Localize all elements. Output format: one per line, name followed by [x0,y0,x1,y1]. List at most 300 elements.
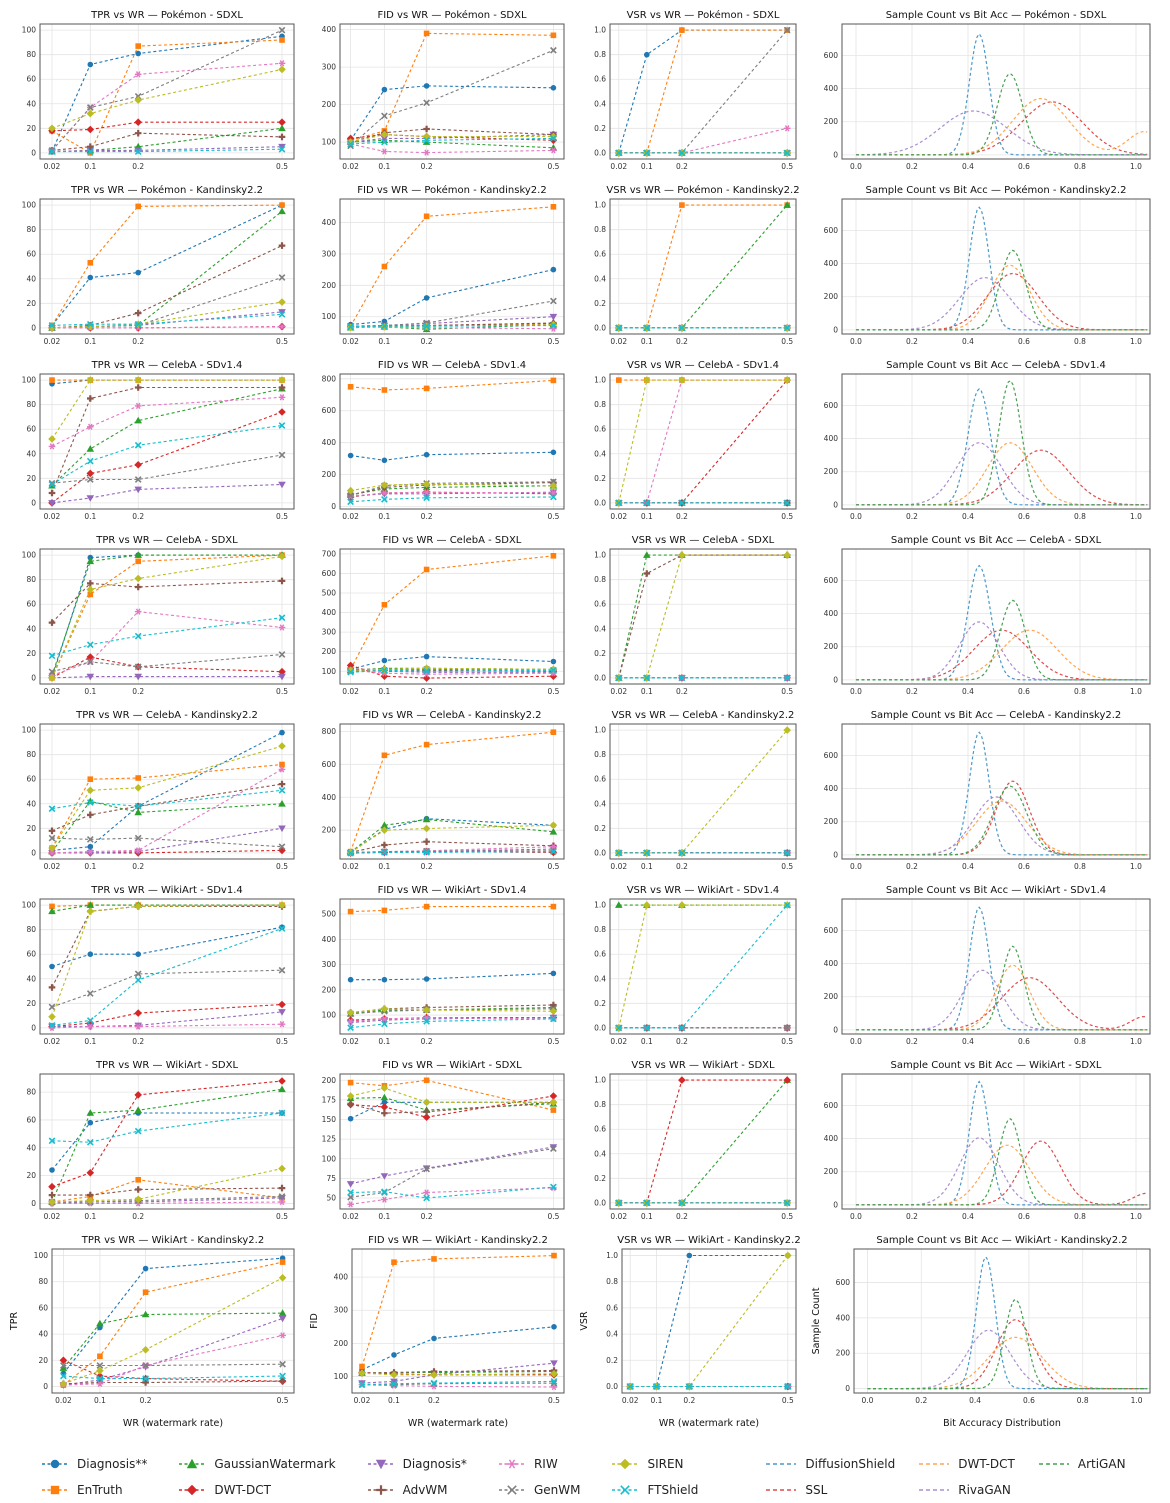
svg-text:600: 600 [823,225,838,235]
svg-text:0.6: 0.6 [594,599,606,609]
chart-canvas [6,1056,302,1227]
svg-text:20: 20 [38,1355,48,1365]
svg-text:0.2: 0.2 [420,162,433,171]
svg-text:0.5: 0.5 [276,1037,288,1046]
svg-text:0: 0 [833,325,838,335]
chart-canvas [808,356,1158,527]
svg-text:Sample Count vs Bit Acc — Poké: Sample Count vs Bit Acc — Pokémon - Kandinsky2.2 [865,185,1127,196]
svg-text:FID vs WR — CelebA - Kandinsky: FID vs WR — CelebA - Kandinsky2.2 [362,710,542,721]
svg-text:800: 800 [321,726,336,736]
svg-text:200: 200 [321,985,336,995]
legend-item-siren [610,1451,698,1477]
svg-text:0.4: 0.4 [594,99,606,109]
svg-text:0.1: 0.1 [93,1396,106,1405]
svg-text:600: 600 [321,568,336,578]
svg-text:0.6: 0.6 [1018,687,1030,696]
svg-text:0.8: 0.8 [1074,862,1086,871]
chart-canvas [808,181,1158,352]
svg-text:40: 40 [26,449,36,459]
svg-text:0: 0 [31,498,36,508]
svg-text:0.5: 0.5 [547,512,560,521]
svg-text:0: 0 [331,502,336,512]
svg-text:0.02: 0.02 [610,1037,628,1046]
line-methods-legend [40,1451,698,1503]
svg-text:0.2: 0.2 [132,162,145,171]
svg-text:40: 40 [26,274,36,284]
legend-label: ArtiGAN [1077,1457,1126,1471]
svg-text:400: 400 [823,1134,838,1144]
svg-text:20: 20 [26,123,36,133]
svg-text:200: 200 [823,1167,838,1177]
chart-canvas [808,6,1158,177]
svg-text:0.02: 0.02 [43,687,61,696]
chart-canvas [808,881,1158,1052]
svg-text:0.2: 0.2 [420,337,433,346]
svg-text:FID: FID [309,1313,320,1329]
svg-text:0.2: 0.2 [594,648,606,658]
svg-text:0.02: 0.02 [43,1212,61,1221]
svg-text:1.0: 1.0 [594,900,606,910]
svg-text:0.5: 0.5 [276,162,288,171]
svg-text:0: 0 [31,323,36,333]
legend-line-icon [764,1484,798,1496]
svg-text:0.0: 0.0 [594,1023,606,1033]
svg-text:200: 200 [835,1348,850,1358]
svg-text:0.2: 0.2 [906,862,918,871]
subplot-r2c1 [6,181,306,356]
svg-text:600: 600 [835,1278,850,1288]
chart-canvas [306,881,572,1052]
chart-canvas [6,531,302,702]
legend-line-icon [1037,1458,1071,1470]
legend-label: GaussianWatermark [214,1457,336,1471]
svg-text:0.02: 0.02 [342,512,359,521]
svg-text:0.02: 0.02 [43,337,61,346]
svg-text:TPR vs WR — WikiArt - SDXL: TPR vs WR — WikiArt - SDXL [95,1060,239,1071]
svg-text:0: 0 [31,1198,36,1208]
svg-text:0.02: 0.02 [342,862,359,871]
svg-text:0.8: 0.8 [1074,162,1086,171]
svg-text:50: 50 [326,1193,336,1203]
svg-text:0.2: 0.2 [906,687,918,696]
svg-text:0.1: 0.1 [378,512,391,521]
svg-text:0.1: 0.1 [388,1396,400,1405]
svg-text:400: 400 [823,84,838,94]
legend-label: AdvWM [402,1483,448,1497]
svg-text:0.0: 0.0 [594,323,606,333]
svg-text:0: 0 [31,148,36,158]
svg-text:0.5: 0.5 [548,1396,560,1405]
svg-text:300: 300 [321,249,336,259]
svg-text:100: 100 [21,900,36,910]
svg-text:60: 60 [38,1303,48,1313]
svg-text:0.1: 0.1 [378,687,391,696]
chart-canvas [306,706,572,877]
svg-text:100: 100 [21,200,36,210]
svg-text:VSR vs WR — WikiArt - SDv1.4: VSR vs WR — WikiArt - SDv1.4 [626,885,780,896]
svg-text:80: 80 [26,400,36,410]
svg-text:0.8: 0.8 [594,400,606,410]
svg-text:0.1: 0.1 [640,337,653,346]
svg-text:200: 200 [321,647,336,657]
svg-text:0.2: 0.2 [132,512,145,521]
subplot-r7c1 [6,1056,306,1231]
subplot-r7c3 [576,1056,808,1231]
svg-text:125: 125 [321,1134,336,1144]
svg-text:0.2: 0.2 [594,823,606,833]
subplot-r7c4 [808,1056,1162,1231]
legend-item-artigan [1037,1451,1126,1477]
svg-text:0.2: 0.2 [132,862,145,871]
svg-text:0.5: 0.5 [781,687,794,696]
svg-text:0.02: 0.02 [342,687,359,696]
svg-text:200: 200 [823,292,838,302]
legend-item-riw [497,1451,581,1477]
svg-text:0.6: 0.6 [594,424,606,434]
chart-canvas [576,881,804,1052]
svg-text:0.1: 0.1 [640,512,653,521]
legend-label: DWT-DCT [958,1457,1015,1471]
svg-text:600: 600 [823,575,838,585]
svg-text:0.8: 0.8 [594,750,606,760]
svg-text:300: 300 [321,627,336,637]
svg-text:0.1: 0.1 [640,862,653,871]
svg-text:0.1: 0.1 [84,337,97,346]
subplot-r5c4 [808,706,1162,881]
svg-text:0: 0 [833,675,838,685]
svg-text:0: 0 [845,1384,850,1394]
svg-text:500: 500 [321,909,336,919]
svg-text:TPR: TPR [9,1311,20,1331]
svg-text:VSR vs WR — CelebA - SDv1.4: VSR vs WR — CelebA - SDv1.4 [627,360,779,371]
svg-text:0: 0 [833,850,838,860]
svg-text:0.02: 0.02 [610,1212,628,1221]
svg-text:0.02: 0.02 [43,1037,61,1046]
svg-text:0.5: 0.5 [781,337,794,346]
chart-canvas [6,6,302,177]
subplot-r4c3 [576,531,808,706]
subplot-r7c2 [306,1056,576,1231]
svg-text:Bit Accuracy Distribution: Bit Accuracy Distribution [943,1418,1061,1429]
svg-text:FID vs WR — Pokémon - Kandinsk: FID vs WR — Pokémon - Kandinsky2.2 [357,185,547,196]
svg-text:0.5: 0.5 [781,1037,794,1046]
svg-text:100: 100 [21,725,36,735]
svg-text:0.1: 0.1 [378,1037,391,1046]
svg-text:0.0: 0.0 [850,162,862,171]
svg-text:0.8: 0.8 [594,575,606,585]
legend-label: RIW [533,1457,558,1471]
subplot-r3c4 [808,356,1162,531]
svg-text:175: 175 [321,1095,336,1105]
svg-text:400: 400 [823,609,838,619]
svg-text:40: 40 [38,1329,48,1339]
legend-label: DiffusionShield [805,1457,896,1471]
svg-text:0.8: 0.8 [594,225,606,235]
svg-text:400: 400 [321,792,336,802]
svg-text:80: 80 [38,1277,48,1287]
svg-text:Sample Count vs Bit Acc — Cele: Sample Count vs Bit Acc — CelebA - Kandinsky2.2 [870,710,1122,721]
svg-text:100: 100 [321,312,336,322]
subplot-r8c1 [6,1231,306,1437]
legend-label: GenWM [533,1483,581,1497]
svg-text:80: 80 [26,750,36,760]
svg-text:0.02: 0.02 [353,1396,371,1405]
legend-marker-icon [40,1483,70,1497]
svg-text:0.6: 0.6 [594,774,606,784]
svg-text:400: 400 [823,259,838,269]
svg-text:100: 100 [21,375,36,385]
svg-text:0.0: 0.0 [594,498,606,508]
svg-text:0.5: 0.5 [547,337,560,346]
svg-text:60: 60 [26,949,36,959]
svg-text:Sample Count vs Bit Acc — Cele: Sample Count vs Bit Acc — CelebA - SDv1.4 [886,360,1106,371]
svg-text:0.8: 0.8 [1074,1037,1086,1046]
svg-text:TPR vs WR — CelebA - SDXL: TPR vs WR — CelebA - SDXL [96,535,238,546]
svg-text:0.02: 0.02 [43,862,61,871]
svg-text:200: 200 [321,100,336,110]
svg-text:Sample Count vs Bit Acc — Wiki: Sample Count vs Bit Acc — WikiArt - SDXL [890,1060,1102,1071]
svg-text:0.2: 0.2 [420,512,433,521]
svg-text:0.02: 0.02 [342,1037,359,1046]
subplot-r4c1 [6,531,306,706]
svg-text:0.0: 0.0 [850,512,862,521]
svg-text:0.2: 0.2 [594,123,606,133]
svg-text:150: 150 [321,1115,336,1125]
svg-text:0.6: 0.6 [1018,162,1030,171]
subplot-r2c3 [576,181,808,356]
svg-text:Sample Count vs Bit Acc — Wiki: Sample Count vs Bit Acc — WikiArt - Kandinsky2.2 [876,1235,1128,1246]
svg-text:400: 400 [321,25,336,35]
legend-label: Diagnosis** [77,1457,148,1471]
svg-text:0.2: 0.2 [906,1037,918,1046]
svg-text:600: 600 [321,406,336,416]
svg-text:0.2: 0.2 [594,473,606,483]
chart-canvas [576,706,804,877]
svg-text:1.0: 1.0 [1130,162,1142,171]
svg-text:40: 40 [26,624,36,634]
svg-text:0.6: 0.6 [1018,1212,1030,1221]
svg-text:60: 60 [26,1115,36,1125]
svg-text:1.0: 1.0 [1130,1037,1142,1046]
svg-text:100: 100 [21,25,36,35]
svg-text:0.02: 0.02 [610,862,628,871]
legend-item-dwt-dct [177,1477,335,1503]
svg-text:VSR vs WR — WikiArt - Kandinsk: VSR vs WR — WikiArt - Kandinsky2.2 [617,1235,801,1246]
svg-text:40: 40 [26,974,36,984]
svg-text:VSR vs WR — Pokémon - Kandinsk: VSR vs WR — Pokémon - Kandinsky2.2 [606,185,800,196]
svg-text:0: 0 [833,500,838,510]
svg-text:0.5: 0.5 [781,512,794,521]
svg-text:0.0: 0.0 [850,1212,862,1221]
svg-text:0.2: 0.2 [906,337,918,346]
svg-text:TPR vs WR — Pokémon - Kandinsk: TPR vs WR — Pokémon - Kandinsky2.2 [70,185,264,196]
svg-text:0.6: 0.6 [1022,1396,1035,1405]
svg-text:0.02: 0.02 [610,687,628,696]
svg-text:0.1: 0.1 [378,1212,391,1221]
svg-text:400: 400 [823,784,838,794]
chart-canvas [576,1056,804,1227]
svg-text:0.4: 0.4 [594,1149,606,1159]
svg-text:Sample Count: Sample Count [811,1287,822,1355]
svg-text:0.1: 0.1 [378,337,391,346]
svg-text:0: 0 [833,150,838,160]
svg-text:200: 200 [333,1338,348,1348]
svg-text:0.1: 0.1 [84,1037,97,1046]
svg-text:20: 20 [26,298,36,308]
subplot-r1c4 [808,6,1162,181]
svg-text:TPR vs WR — CelebA - SDv1.4: TPR vs WR — CelebA - SDv1.4 [91,360,243,371]
svg-text:0.1: 0.1 [84,862,97,871]
svg-text:0.02: 0.02 [610,162,628,171]
svg-text:0.1: 0.1 [84,162,97,171]
legend-marker-icon [177,1483,207,1497]
svg-text:60: 60 [26,249,36,259]
svg-text:200: 200 [823,117,838,127]
svg-text:0.4: 0.4 [962,162,974,171]
svg-text:400: 400 [321,218,336,228]
svg-text:0.4: 0.4 [594,974,606,984]
svg-text:0.4: 0.4 [594,624,606,634]
svg-text:1.0: 1.0 [594,1075,606,1085]
svg-text:0.4: 0.4 [606,1329,618,1339]
svg-text:300: 300 [321,960,336,970]
chart-canvas [306,356,572,527]
subplot-r2c4 [808,181,1162,356]
svg-text:0.2: 0.2 [132,1212,145,1221]
svg-text:0.1: 0.1 [378,162,391,171]
svg-text:0.2: 0.2 [675,512,688,521]
svg-text:0: 0 [833,1200,838,1210]
svg-text:100: 100 [21,550,36,560]
legend-item-diffusionshield [764,1451,895,1477]
svg-text:0.5: 0.5 [547,687,560,696]
svg-text:100: 100 [321,666,336,676]
chart-canvas [306,1231,572,1433]
svg-text:0.02: 0.02 [621,1396,639,1405]
svg-text:0.6: 0.6 [1018,1037,1030,1046]
legend-label: Diagnosis* [402,1457,467,1471]
svg-text:0.6: 0.6 [594,949,606,959]
svg-text:200: 200 [321,280,336,290]
svg-text:1.0: 1.0 [594,200,606,210]
chart-canvas [306,6,572,177]
legend-label: SSL [805,1483,828,1497]
subplot-r4c2 [306,531,576,706]
subplot-r6c2 [306,881,576,1056]
svg-text:0.1: 0.1 [84,687,97,696]
svg-text:20: 20 [26,648,36,658]
svg-text:0.0: 0.0 [594,148,606,158]
svg-text:0.1: 0.1 [640,1037,653,1046]
legend-item-gaussianwatermark [177,1451,335,1477]
svg-text:1.0: 1.0 [1130,687,1142,696]
svg-text:0: 0 [31,673,36,683]
svg-text:FID vs WR — WikiArt - SDv1.4: FID vs WR — WikiArt - SDv1.4 [377,885,527,896]
svg-text:0.6: 0.6 [594,1124,606,1134]
chart-canvas [808,1231,1158,1433]
svg-text:Sample Count vs Bit Acc — Wiki: Sample Count vs Bit Acc — WikiArt - SDv1.4 [885,885,1107,896]
legend-item-entruth [40,1477,147,1503]
svg-text:1.0: 1.0 [1130,337,1142,346]
svg-text:VSR vs WR — Pokémon - SDXL: VSR vs WR — Pokémon - SDXL [626,10,780,21]
svg-text:0.6: 0.6 [1018,862,1030,871]
svg-text:0: 0 [833,1025,838,1035]
svg-text:200: 200 [321,1075,336,1085]
svg-text:0: 0 [43,1381,48,1391]
legend-marker-icon [177,1457,207,1471]
svg-text:TPR vs WR — CelebA - Kandinsky: TPR vs WR — CelebA - Kandinsky2.2 [76,710,258,721]
svg-text:VSR vs WR — CelebA - Kandinsky: VSR vs WR — CelebA - Kandinsky2.2 [611,710,795,721]
svg-text:0.2: 0.2 [132,687,145,696]
svg-text:0: 0 [31,1023,36,1033]
svg-text:0.4: 0.4 [969,1396,982,1405]
svg-text:0.2: 0.2 [594,1173,606,1183]
svg-text:400: 400 [321,934,336,944]
svg-text:0.2: 0.2 [915,1396,928,1405]
chart-canvas [576,181,804,352]
legend-item-ssl [764,1477,895,1503]
svg-text:0.02: 0.02 [342,1212,359,1221]
svg-text:0.02: 0.02 [342,162,359,171]
svg-text:0.5: 0.5 [276,512,288,521]
svg-text:0.2: 0.2 [420,687,433,696]
svg-text:400: 400 [321,438,336,448]
chart-canvas [808,706,1158,877]
chart-canvas [576,6,804,177]
svg-text:0.6: 0.6 [1018,512,1030,521]
svg-text:1.0: 1.0 [1130,862,1142,871]
svg-text:0.02: 0.02 [342,337,359,346]
svg-text:1.0: 1.0 [594,725,606,735]
svg-text:WR (watermark rate): WR (watermark rate) [407,1418,509,1429]
svg-text:0.5: 0.5 [276,337,288,346]
svg-text:FID vs WR — WikiArt - SDXL: FID vs WR — WikiArt - SDXL [382,1060,522,1071]
svg-text:0.6: 0.6 [606,1303,618,1313]
legend-label: EnTruth [77,1483,123,1497]
svg-text:1.0: 1.0 [594,25,606,35]
svg-text:TPR vs WR — Pokémon - SDXL: TPR vs WR — Pokémon - SDXL [91,10,243,21]
svg-text:VSR vs WR — CelebA - SDXL: VSR vs WR — CelebA - SDXL [631,535,775,546]
svg-text:200: 200 [823,992,838,1002]
svg-text:0.02: 0.02 [43,162,61,171]
svg-text:20: 20 [26,1171,36,1181]
svg-text:0.0: 0.0 [850,862,862,871]
svg-text:FID vs WR — Pokémon - SDXL: FID vs WR — Pokémon - SDXL [377,10,527,21]
svg-text:80: 80 [26,50,36,60]
svg-text:0.5: 0.5 [781,1212,794,1221]
svg-text:TPR vs WR — WikiArt - SDv1.4: TPR vs WR — WikiArt - SDv1.4 [91,885,243,896]
svg-text:Sample Count vs Bit Acc — Poké: Sample Count vs Bit Acc — Pokémon - SDXL [885,10,1107,21]
svg-text:0.8: 0.8 [1076,1396,1089,1405]
hist-methods-legend [764,1451,1125,1503]
svg-text:0.8: 0.8 [1074,687,1086,696]
chart-canvas [808,1056,1158,1227]
chart-canvas [6,181,302,352]
svg-text:700: 700 [321,549,336,559]
legend-marker-icon [40,1457,70,1471]
svg-text:0.02: 0.02 [43,512,61,521]
svg-text:0.0: 0.0 [594,848,606,858]
svg-text:400: 400 [333,1272,348,1282]
legend-marker-icon [366,1483,396,1497]
svg-text:0.2: 0.2 [594,998,606,1008]
svg-text:200: 200 [321,825,336,835]
svg-text:0.2: 0.2 [906,1212,918,1221]
svg-text:600: 600 [823,1100,838,1110]
svg-text:60: 60 [26,774,36,784]
svg-text:80: 80 [26,925,36,935]
subplot-r8c3 [576,1231,808,1437]
